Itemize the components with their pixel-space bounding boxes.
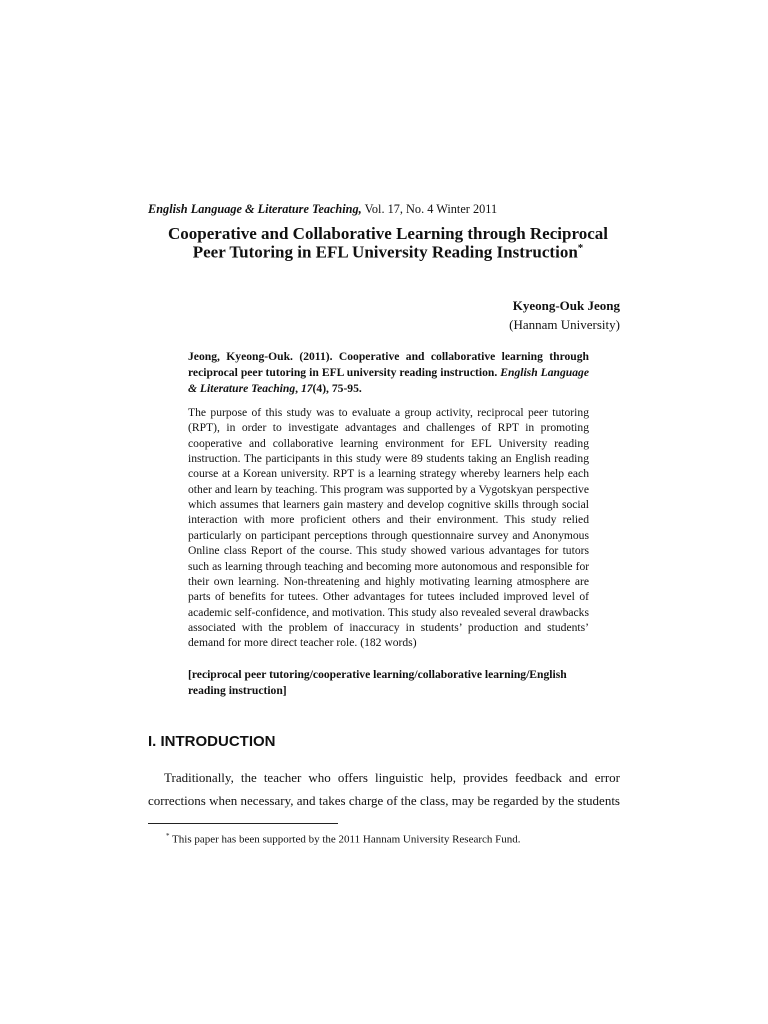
abstract-line: academic self-confidence, and motivation. This study also revealed several drawbacks: [188, 605, 589, 619]
citation-pages: (4), 75-95.: [312, 382, 362, 395]
abstract-line: The purpose of this study was to evaluate a group activity, reciprocal peer tutoring: [188, 406, 589, 419]
citation-sep: ,: [295, 382, 301, 395]
citation-line-2: [188, 365, 589, 380]
footnote-text: This paper has been supported by the 2011 Hannam University Research Fund.: [169, 833, 521, 846]
paper-title-line-2: [0, 242, 768, 263]
title-footnote-marker: *: [577, 242, 584, 254]
abstract-line: demand for more direct teacher role. (182 words): [188, 636, 417, 650]
body-line: Traditionally, the teacher who offers linguistic help, provides feedback and error: [164, 770, 620, 785]
abstract-line: associated with the problem of inaccuracy in students’ production and students’: [188, 620, 589, 634]
keywords-line: reading instruction]: [188, 684, 287, 697]
citation-volume: 17: [300, 382, 313, 395]
citation-journal: English Language: [500, 366, 589, 379]
abstract-line: particularly on participant perceptions through questionnaire survey and Anonymous: [188, 528, 589, 542]
paper-title-line-1: Cooperative and Collaborative Learning through Reciprocal: [168, 224, 608, 243]
abstract-line: their own learning. Non-threatening and highly motivating learning atmosphere are: [188, 574, 589, 588]
footnote-rule: [148, 823, 338, 824]
abstract-line: (RPT), in order to investigate advantages and challenges of RPT in promoting: [188, 421, 589, 435]
citation-line-1: Jeong, Kyeong-Ouk. (2011). Cooperative and collaborative learning through: [188, 350, 589, 363]
abstract-line: parts of benefits for tutees. Other advantages for tutees included improved level of: [188, 590, 589, 604]
citation-line-3: [188, 381, 589, 396]
keywords-line: [reciprocal peer tutoring/cooperative learning/collaborative learning/English: [188, 668, 567, 681]
abstract-line: course at a Korean university. RPT is a learning strategy whereby learners help each: [188, 467, 589, 481]
abstract-line: interaction with more proficient others and their environment. This study relied: [188, 513, 589, 527]
journal-name: English Language & Literature Teaching,: [148, 202, 362, 216]
paper-title-text: Peer Tutoring in EFL University Reading Instruction: [192, 242, 578, 262]
section-heading: I. INTRODUCTION: [148, 733, 276, 750]
journal-header: [148, 202, 497, 217]
abstract-line: instruction. The participants in this study were 89 students taking an English reading: [188, 452, 589, 466]
footnote-marker: *: [166, 832, 170, 840]
abstract-line: Online class Report of the course. This study showed various advantages for tutors: [188, 544, 589, 558]
author-name: Kyeong-Ouk Jeong: [512, 298, 620, 313]
footnote: [166, 832, 521, 846]
journal-issue: Vol. 17, No. 4 Winter 2011: [361, 202, 498, 216]
abstract-line: cooperative and collaborative learning environment for EFL University reading: [188, 436, 589, 450]
citation-journal-cont: & Literature Teaching: [188, 382, 296, 395]
citation-text: reciprocal peer tutoring in EFL university reading instruction.: [188, 366, 501, 379]
abstract-line: other and learn by teaching. This program was supported by a Vygotskyan perspective: [188, 482, 589, 496]
author-affiliation: (Hannam University): [509, 317, 620, 332]
abstract-line: such as learning through teaching and becoming more autonomous and responsible for: [188, 559, 589, 573]
abstract-line: which assumes that learners gain mastery and develop cognitive skills through social: [188, 498, 589, 512]
body-line: corrections when necessary, and takes charge of the class, may be regarded by the students: [148, 793, 620, 808]
